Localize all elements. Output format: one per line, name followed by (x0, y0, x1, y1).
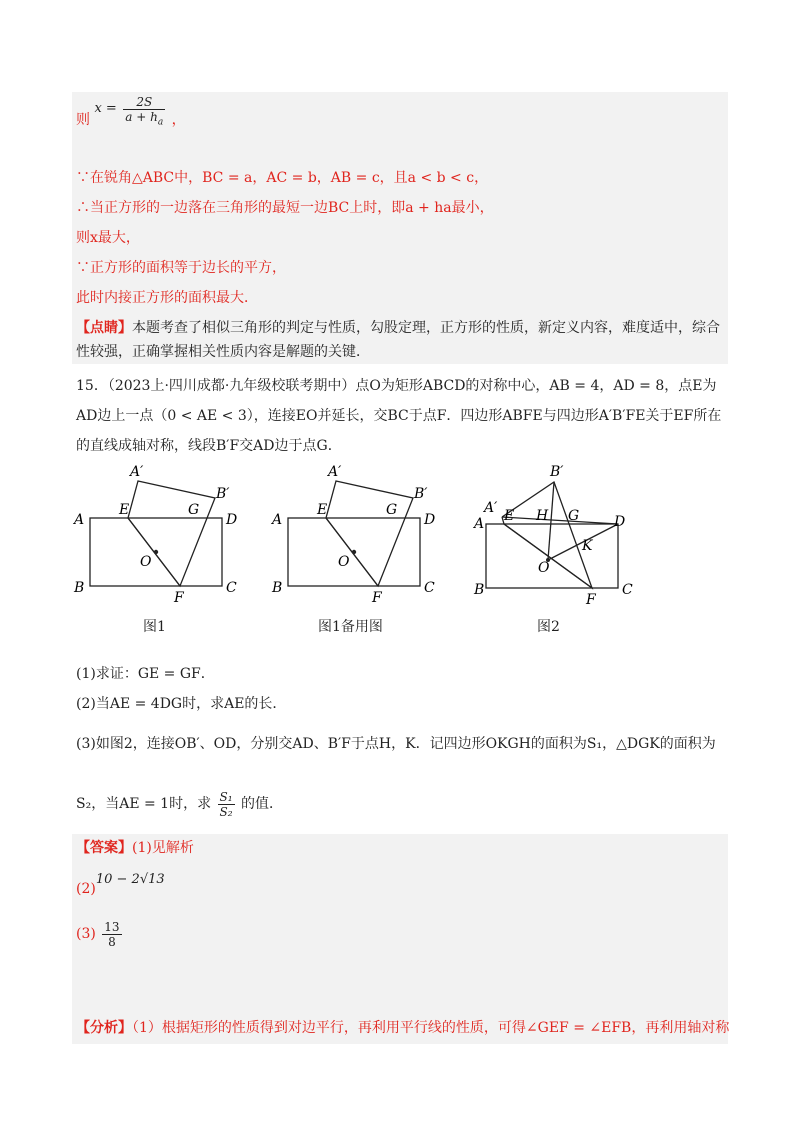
fig2-label-b1: B′ (550, 464, 564, 480)
fig1b-label-c: C (424, 580, 435, 596)
fig1b-label-b: B (272, 580, 283, 596)
answer-3-fraction-den: 8 (108, 934, 116, 949)
problem-number: 15． (76, 378, 108, 394)
fig1-label-c: C (226, 580, 237, 596)
fig2-segment-a1d (502, 517, 618, 524)
problem-text-1: （2023上·四川成都·九年级校联考期中）点O为矩形ABCD的对称中心，AB = 4，AD = 8，点E为 (107, 378, 717, 394)
problem-line-2: AD边上一点（0 < AE < 3），连接EO并延长，交BC于点F．四边形ABFE与四边形A′B′FE关于EF所在 (76, 408, 722, 424)
figure-2 (466, 462, 636, 607)
answer-line-2 (76, 868, 165, 898)
solution-line-1-prefix: 则 (76, 112, 90, 128)
fig1b-label-a: A (272, 512, 283, 528)
solution-line-1 (76, 94, 186, 142)
answer-2-value: 10 − 2√13 (95, 872, 165, 887)
answer-1: (1)见解析 (132, 840, 194, 856)
solution-line-3: ∴当正方形的一边落在三角形的最短一边BC上时，即a + ha最小， (76, 200, 494, 216)
question-3-line-1: (3)如图2，连接OB′、OD，分别交AD、B′F于点H，K．记四边形OKGH的面积为S₁，△DGK的面积为 (76, 736, 716, 752)
fraction-denominator (123, 110, 165, 129)
fig1-label-e: E (119, 502, 130, 518)
fig2-label-c: C (622, 582, 633, 598)
question-3-fraction (218, 790, 235, 819)
question-3-fraction-num: S₁ (219, 789, 233, 804)
analysis-line (76, 1018, 729, 1038)
fig1b-label-e: E (317, 502, 328, 518)
fig2-label-a1: A′ (484, 500, 498, 516)
answer-2-prefix: (2) (76, 881, 96, 897)
fig1-caption: 图1 (143, 619, 166, 635)
dianjing-line-2: 性较强，正确掌握相关性质内容是解题的关键． (76, 344, 370, 360)
dianjing-text-1: 本题考查了相似三角形的判定与性质，勾股定理，正方形的性质，新定义内容，难度适中，综合 (132, 320, 720, 336)
answer-3-fraction (102, 920, 121, 949)
question-1: (1)求证：GE = GF． (76, 666, 215, 682)
fig1b-folded-quad (326, 481, 413, 586)
fig2-label-e: E (504, 508, 515, 524)
question-3-text-a: S₂，当AE = 1时，求 (76, 796, 212, 812)
fraction-denominator-sub: a (157, 117, 164, 128)
answer-line-3 (76, 912, 124, 956)
fig1b-label-f: F (372, 590, 382, 605)
fig1-label-o: O (140, 554, 152, 570)
fig1-label-d: D (226, 512, 238, 528)
fig1b-label-d: D (424, 512, 436, 528)
answer-3-prefix: (3) (76, 926, 96, 942)
fig1b-label-g: G (386, 502, 398, 518)
question-3-text-b: 的值． (241, 796, 284, 812)
solution-line-1-fraction (123, 95, 165, 129)
analysis-text: （1）根据矩形的性质得到对边平行，再利用平行线的性质，可得∠GEF = ∠EFB，再利用轴对称 (132, 1020, 730, 1036)
fig1-folded-quad (128, 481, 215, 586)
answer-tag: 【答案】 (76, 840, 132, 856)
fig1-label-b1: B′ (216, 486, 230, 502)
fig2-label-o: O (538, 560, 550, 576)
question-3-fraction-den: S₂ (219, 804, 233, 819)
fig1-label-a: A (74, 512, 85, 528)
answer-shaded-block (72, 834, 728, 1044)
fig1b-label-a1: A′ (328, 464, 342, 480)
fig1b-caption: 图1备用图 (318, 619, 383, 635)
fraction-numerator: 2S (123, 95, 165, 110)
fig2-caption: 图2 (537, 619, 560, 635)
solution-line-5: ∵正方形的面积等于边长的平方， (76, 260, 286, 276)
fig2-label-a: A (474, 516, 485, 532)
fig2-label-h: H (536, 508, 549, 524)
fig2-label-b: B (474, 582, 485, 598)
fig2-segment-ob1 (548, 482, 554, 560)
dianjing-tag: 【点睛】 (76, 320, 132, 336)
fig2-label-d: D (614, 514, 626, 530)
figure-1-backup (268, 460, 448, 605)
solution-line-4: 则x最大， (76, 230, 140, 246)
solution-line-2: ∵在锐角△ABC中，BC = a，AC = b，AB = c，且a < b < c， (76, 170, 489, 186)
problem-line-1 (76, 376, 716, 396)
question-2: (2)当AE = 4DG时，求AE的长． (76, 696, 287, 712)
fig1-label-b: B (74, 580, 85, 596)
fraction-denominator-main: a + h (125, 109, 158, 124)
solution-line-6: 此时内接正方形的面积最大． (76, 290, 258, 306)
answer-line-1 (76, 838, 194, 858)
fig1b-label-o: O (338, 554, 350, 570)
fig1b-point-o (352, 550, 356, 554)
fig1-label-f: F (174, 590, 184, 605)
fig2-label-g: G (568, 508, 580, 524)
fig2-segment-ob (486, 524, 548, 560)
solution-line-1-suffix: ， (171, 112, 186, 128)
fig1-label-a1: A′ (130, 464, 144, 480)
fig1b-label-b1: B′ (414, 486, 428, 502)
figure-1 (70, 460, 250, 605)
problem-line-3: 的直线成轴对称，线段B′F交AD边于点G． (76, 438, 342, 454)
question-3-line-2 (76, 784, 283, 824)
answer-3-fraction-num: 13 (104, 919, 120, 934)
solution-line-1-lhs: x = (94, 101, 117, 116)
analysis-tag: 【分析】 (76, 1020, 132, 1036)
fig2-segment-eo (504, 524, 592, 588)
fig2-label-k: K (582, 538, 593, 554)
dianjing-line-1 (76, 318, 720, 338)
fig2-label-f: F (586, 592, 596, 607)
fig1-label-g: G (188, 502, 200, 518)
fig1-point-o (154, 550, 158, 554)
